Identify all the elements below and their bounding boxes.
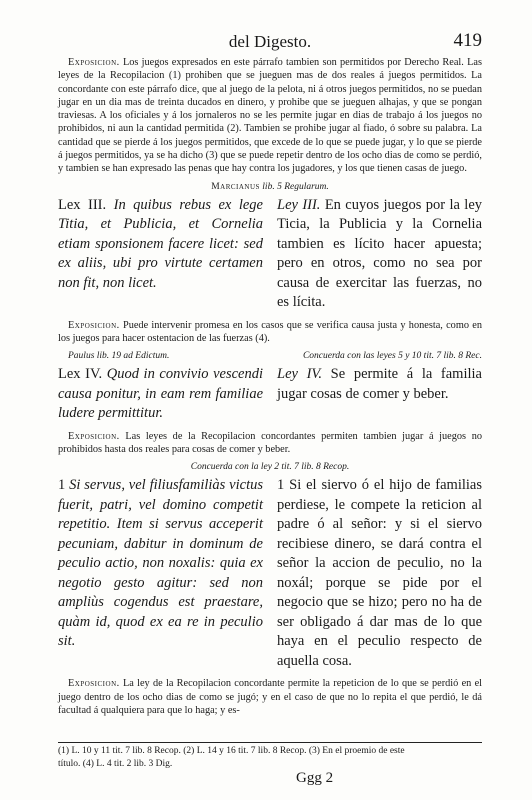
- section-1-spanish-text: Si el siervo ó el hijo de familias perdiese, le compete la reticion al padre ó al señor: y si el siervo recibiese dinero, se dará contra el señor la accion de peculio, no la noxál; porque se pide por el negocio que se hizo; pero no ha de ser obligado á dar mas de lo que haya en el peculio respecto de aquella cosa.: [277, 477, 482, 669]
- section-1-latin: [58, 476, 263, 652]
- lex-3-spanish-heading: Ley III.: [277, 196, 325, 213]
- section-1-columns: [58, 476, 482, 671]
- signature-mark: Ggg 2: [296, 770, 334, 786]
- running-title: del Digesto.: [228, 32, 312, 51]
- section-1-spanish-number: 1: [277, 477, 290, 494]
- exposition-paragraph-2: [58, 319, 482, 346]
- exposition-text: Los juegos expresados en este párrafo tambien son permitidos por Derecho Real. Las leyes de la Recopilacion (1) prohiben que se jueguen mas de dos reales á juegos permitidos. La concordante con este párrafo dice, que al juego de la pelota, ni á otros juegos permitidos, no se puedan jugar en un dia mas de treinta ducados en dinero, y prohibe que se jueguen alhajas, y que se pongan traviesas. A los oficiales y á los jornaleros no se les permite jugar en dias de trabajo á los juegos no prohibidos, ni aun la cantidad permitida (2). Tambien se prohibe jugar al fiado, ó sobre su palabra. La cantidad que se pierde á los juegos permitidos, que excede de lo que se puede jugar, y lo que se pierde á juegos permitidos, ya se ha dicho (3) que se puede repetir dentro de los ocho dias de como se perdió, y tambien se han expresado las penas que hay contra los jugadores, y los que tienen casas de juego.: [58, 57, 482, 175]
- section-1-latin-text: Si servus, vel filiusfamiliàs victus fuerit, patri, vel domino competit repetitio. Item si servus acceperit pecuniam, dabitur in dominum de peculio actio, non noxalis: quia ex negotio gesto agitur: sed non ampliùs cogendus est praestare, quàm id, quod ex ea re in peculio sit.: [58, 477, 263, 650]
- section-1-spanish: [277, 476, 482, 671]
- lex-4-spanish-heading: Ley IV.: [277, 366, 331, 383]
- section-1-latin-number: 1: [58, 477, 70, 494]
- citation-author: Marcianus: [211, 181, 260, 192]
- footnotes: [58, 742, 482, 771]
- footnote-line-1: (1) L. 10 y 11 tit. 7 lib. 8 Recop. (2) L. 14 y 16 tit. 7 lib. 8 Recop. (3) En el proemio de este: [58, 746, 405, 756]
- lex-3-columns: [58, 196, 482, 313]
- lex-3-latin-text: In quibus rebus ex lege Titia, et Publicia, et Cornelia etiam sponsionem facere licet: sed ex aliis, ubi pro virtute certamen non fit, non licet.: [58, 196, 263, 291]
- running-header: [58, 30, 482, 52]
- page-number: 419: [453, 30, 482, 51]
- lex-4-spanish-text: Se permite á la familia jugar cosas de comer y beber.: [277, 366, 482, 402]
- exposition-text: Las leyes de la Recopilacion concordantes permiten tambien jugar á juegos no prohibidos hasta dos reales para cosas de comer y beber.: [58, 430, 482, 456]
- exposition-label: Exposicion.: [68, 430, 120, 442]
- citation-ref: lib. 5 Regularum.: [259, 181, 329, 192]
- exposition-text: La ley de la Recopilacion concordante permite la repeticion de lo que se perdió en el juego dentro de los ocho dias de como se jugó; y en el caso de que no lo repita el que perdió, le dá facultad á qualquiera para que lo haga; y es-: [58, 678, 482, 716]
- exposition-label: Exposicion.: [68, 319, 120, 331]
- exposition-paragraph-4: [58, 677, 482, 717]
- exposition-text: Puede intervenir promesa en los casos que se verifica causa justa y honesta, como en los juegos para hacer ostentacion de las fuerzas (4).: [58, 319, 482, 344]
- citation-concuerda-ley: Concuerda con la ley 2 tit. 7 lib. 8 Recop.: [190, 462, 350, 473]
- exposition-label: Exposicion.: [68, 57, 120, 68]
- lex-3-latin-heading: Lex III.: [58, 196, 114, 213]
- lex-4-latin-text: Quod in convivio vescendi causa ponitur, in eam rem familiae ludere permittitur.: [58, 366, 263, 422]
- citation-marcianus: [58, 182, 482, 192]
- page-body: [58, 30, 482, 717]
- lex-3-spanish: [277, 196, 482, 313]
- exposition-label: Exposicion.: [68, 678, 120, 690]
- exposition-paragraph-1: [58, 56, 482, 176]
- citation-paulus: Paulus lib. 19 ad Edictum.: [68, 351, 170, 362]
- citation-concuerda-leyes: Concuerda con las leyes 5 y 10 tit. 7 lib. 8 Rec.: [302, 351, 482, 362]
- lex-3-latin: [58, 196, 263, 294]
- exposition-paragraph-3: [58, 430, 482, 457]
- lex-4-latin-heading: Lex IV.: [58, 366, 107, 383]
- lex-4-spanish: [277, 365, 482, 404]
- citation-row-2: [58, 351, 482, 361]
- footnote-line-2: título. (4) L. 4 tit. 2 lib. 3 Dig.: [58, 759, 173, 769]
- lex-4-latin: [58, 365, 263, 424]
- lex-4-columns: [58, 365, 482, 424]
- lex-3-spanish-text: En cuyos juegos por la ley Ticia, la Publicia y la Cornelia tambien es lícito hacer apuesta; pero en otros, como no sea por causa de exercitar las fuerzas, no es lícita.: [277, 196, 482, 311]
